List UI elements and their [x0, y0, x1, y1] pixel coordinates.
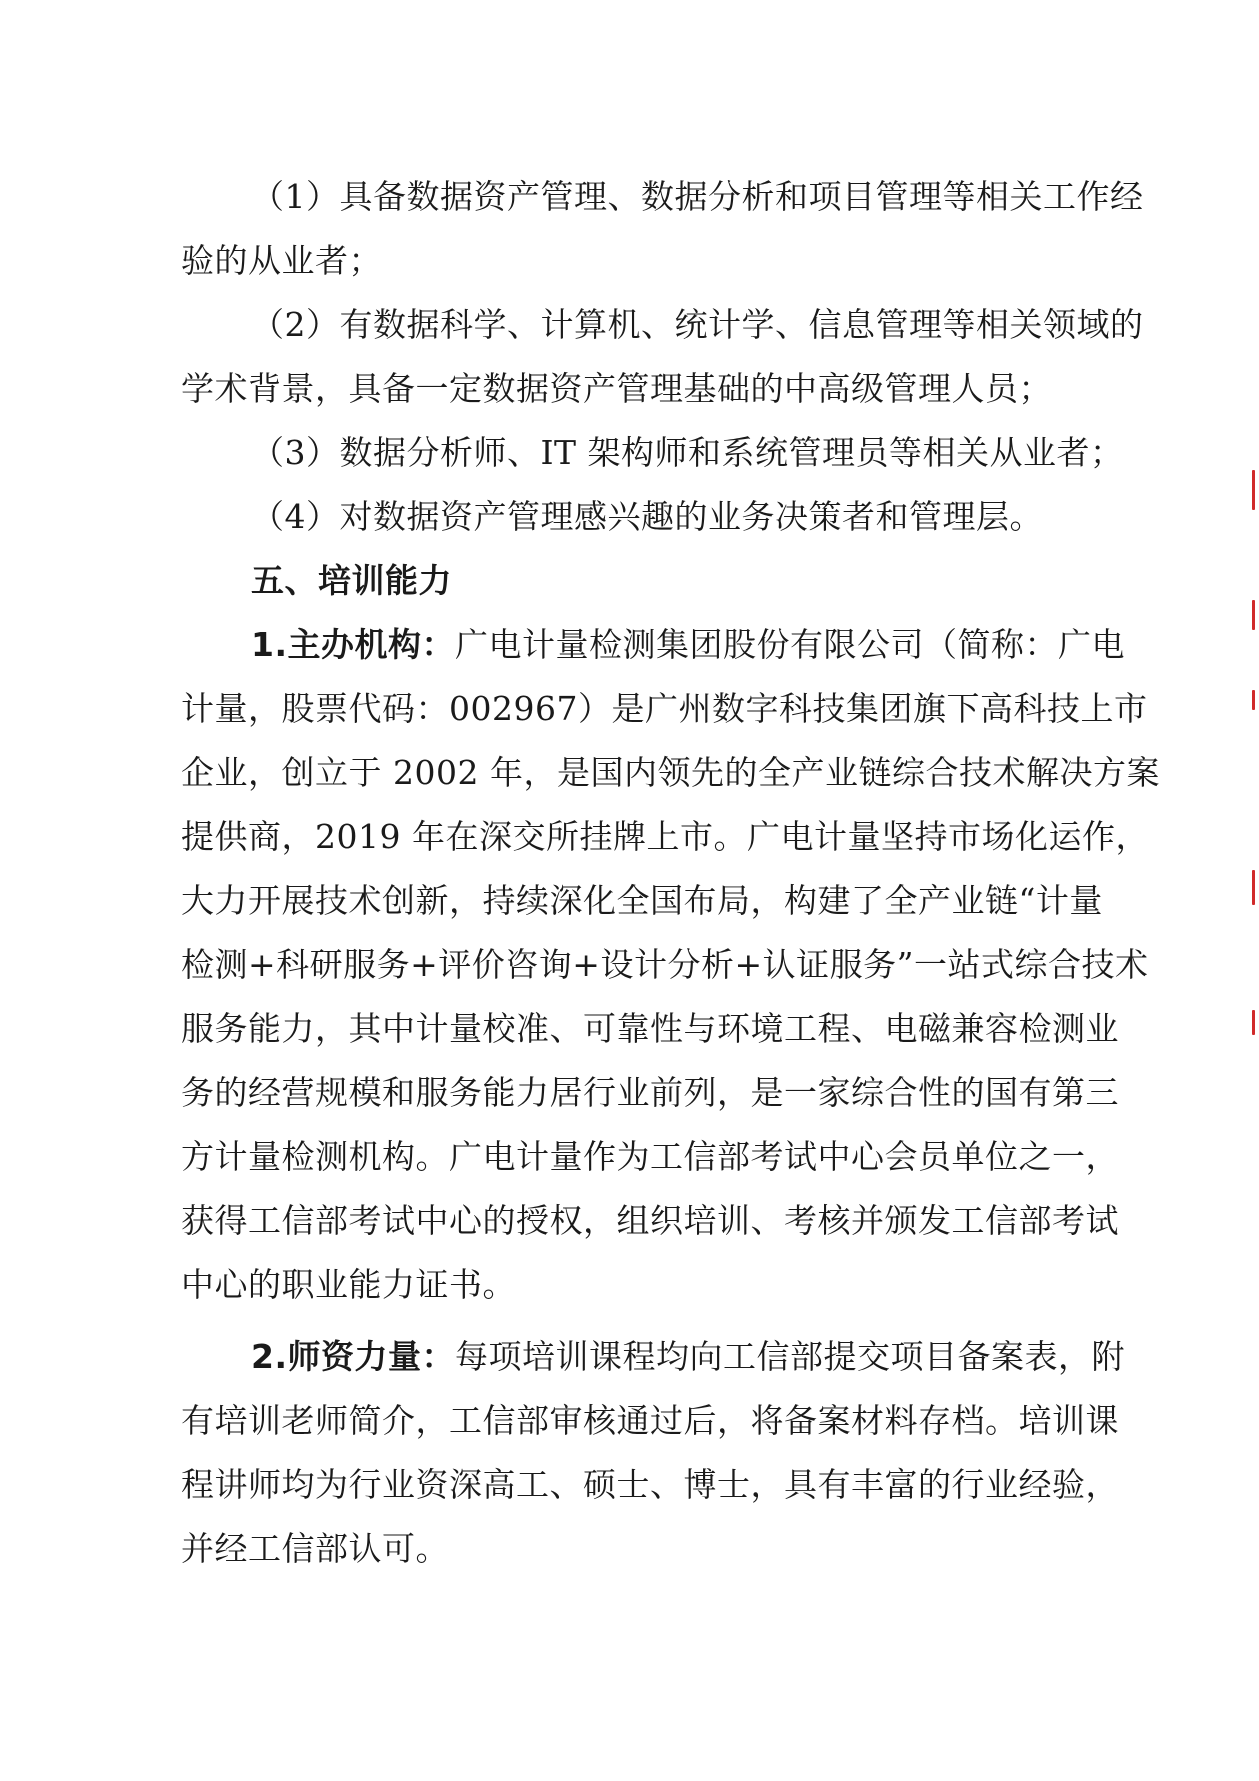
paragraph-2-line: 有培训老师简介，工信部审核通过后，将备案材料存档。培训课	[181, 1401, 1119, 1440]
paragraph-2-line: 程讲师均为行业资深高工、硕士、博士，具有丰富的行业经验，	[181, 1465, 1119, 1504]
seal-edge-mark	[1252, 690, 1255, 710]
paragraph-1-label: 1.主办机构：	[251, 625, 455, 664]
paragraph-2-line-1	[181, 1325, 1125, 1389]
list-item-2-line-2: 学术背景，具备一定数据资产管理基础的中高级管理人员；	[181, 369, 1052, 408]
paragraph-1-line: 检测+科研服务+评价咨询+设计分析+认证服务”一站式综合技术	[181, 945, 1149, 984]
list-item-3: （3）数据分析师、IT 架构师和系统管理员等相关从业者；	[251, 433, 1124, 472]
paragraph-1-line: 提供商，2019 年在深交所挂牌上市。广电计量坚持市场化运作，	[181, 817, 1149, 856]
paragraph-1-line: 计量，股票代码：002967）是广州数字科技集团旗下高科技上市	[181, 689, 1148, 728]
paragraph-1-line: 服务能力，其中计量校准、可靠性与环境工程、电磁兼容检测业	[181, 1009, 1119, 1048]
paragraph-1-line: 大力开展技术创新，持续深化全国布局，构建了全产业链“计量	[181, 881, 1103, 920]
list-item-1-line-2: 验的从业者；	[181, 241, 382, 280]
section-heading: 五、培训能力	[251, 561, 452, 600]
paragraph-1-line: 中心的职业能力证书。	[181, 1265, 516, 1304]
paragraph-1-line-1	[181, 613, 1125, 677]
document-page	[181, 165, 1160, 1581]
paragraph-2-text: 每项培训课程均向工信部提交项目备案表，附	[455, 1337, 1125, 1376]
seal-edge-mark	[1252, 870, 1255, 905]
paragraph-1-line: 企业，创立于 2002 年，是国内领先的全产业链综合技术解决方案	[181, 753, 1160, 792]
paragraph-1-line: 获得工信部考试中心的授权，组织培训、考核并颁发工信部考试	[181, 1201, 1119, 1240]
seal-edge-mark	[1252, 600, 1255, 630]
seal-edge-mark	[1252, 470, 1255, 510]
list-item-4: （4）对数据资产管理感兴趣的业务决策者和管理层。	[251, 497, 1043, 536]
paragraph-1-text: 广电计量检测集团股份有限公司（简称：广电	[455, 625, 1125, 664]
seal-edge-mark	[1252, 1010, 1255, 1035]
paragraph-2-label: 2.师资力量：	[251, 1337, 455, 1376]
paragraph-2-line: 并经工信部认可。	[181, 1529, 449, 1568]
paragraph-1-line: 务的经营规模和服务能力居行业前列，是一家综合性的国有第三	[181, 1073, 1119, 1112]
paragraph-1-line: 方计量检测机构。广电计量作为工信部考试中心会员单位之一，	[181, 1137, 1119, 1176]
list-item-1-line-1: （1）具备数据资产管理、数据分析和项目管理等相关工作经	[251, 177, 1144, 216]
list-item-2-line-1: （2）有数据科学、计算机、统计学、信息管理等相关领域的	[251, 305, 1144, 344]
